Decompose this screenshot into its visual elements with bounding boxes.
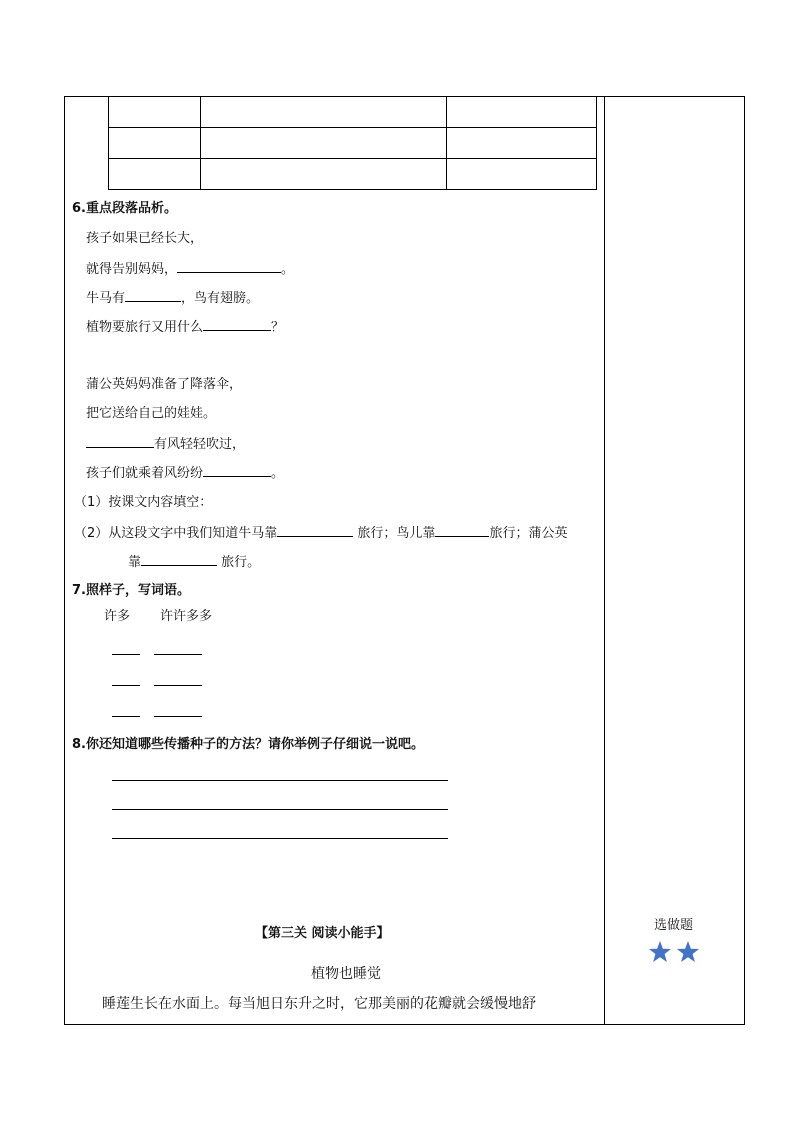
poem-line: [86, 318, 284, 336]
column-divider: [604, 96, 605, 1025]
example-word: 许多: [104, 609, 131, 624]
sub-text: 靠: [128, 555, 142, 570]
fill-blank[interactable]: [177, 260, 281, 273]
sub-text: 旅行。: [221, 555, 261, 570]
star-icon: [648, 940, 672, 964]
poem-text: 有风轻轻吹过，: [154, 437, 246, 452]
q8-title: 8.你还知道哪些传播种子的方法？请你举例子仔细说一说吧。: [72, 737, 424, 752]
example-answer: 许许多多: [160, 609, 213, 624]
word-blank[interactable]: [154, 685, 202, 686]
word-blank[interactable]: [112, 654, 140, 655]
optional-label: 选做题: [654, 918, 694, 933]
grid-line: [108, 189, 597, 190]
poem-text: 。: [271, 466, 285, 481]
fill-blank[interactable]: [277, 524, 353, 537]
star-icon: [676, 940, 700, 964]
grid-line: [108, 96, 109, 190]
reading-title: 植物也睡觉: [311, 966, 381, 982]
grid-line: [596, 96, 597, 190]
sub-text: （2）从这段文字中我们知道牛马靠: [74, 526, 278, 541]
word-blank[interactable]: [112, 685, 140, 686]
sub-text: 旅行；鸟儿靠: [357, 526, 436, 541]
fill-blank[interactable]: [86, 435, 154, 448]
answer-line[interactable]: [112, 838, 448, 839]
q6-sub2-cont: [128, 553, 260, 571]
answer-line[interactable]: [112, 780, 448, 781]
grid-line: [200, 96, 201, 190]
poem-text: ？: [271, 320, 285, 335]
poem-text: 牛马有: [86, 291, 126, 306]
poem-line: 蒲公英妈妈准备了降落伞，: [86, 377, 243, 392]
sub-text: 旅行；蒲公英: [489, 526, 568, 541]
q7-title: 7.照样子，写词语。: [72, 583, 190, 598]
poem-text: 。: [281, 262, 295, 277]
word-blank[interactable]: [112, 716, 140, 717]
word-blank[interactable]: [154, 654, 202, 655]
q6-sub1: （1）按课文内容填空：: [74, 495, 213, 510]
q6-title: 6.重点段落品析。: [72, 201, 177, 216]
poem-line: [86, 435, 245, 453]
poem-text: ，鸟有翅膀。: [181, 291, 260, 306]
fill-blank[interactable]: [203, 464, 271, 477]
fill-blank[interactable]: [125, 289, 181, 302]
poem-text: 孩子们就乘着风纷纷: [86, 466, 204, 481]
fill-blank[interactable]: [141, 553, 217, 566]
answer-line[interactable]: [112, 809, 448, 810]
q6-sub2: [74, 524, 567, 542]
poem-line: 把它送给自己的娃娃。: [86, 406, 217, 421]
grid-line: [446, 96, 447, 190]
grid-line: [108, 127, 597, 128]
reading-paragraph: 睡莲生长在水面上。每当旭日东升之时，它那美丽的花瓣就会缓慢地舒: [102, 996, 536, 1012]
poem-text: 就得告别妈妈，: [86, 262, 178, 277]
grid-line: [108, 158, 597, 159]
poem-line: [86, 260, 294, 278]
fill-blank[interactable]: [435, 524, 489, 537]
word-blank[interactable]: [154, 716, 202, 717]
poem-line: 孩子如果已经长大，: [86, 231, 204, 246]
section-title: 【第三关 阅读小能手】: [255, 926, 390, 941]
fill-blank[interactable]: [203, 318, 271, 331]
poem-text: 植物要旅行又用什么: [86, 320, 204, 335]
poem-line: [86, 464, 284, 482]
poem-line: [86, 289, 259, 307]
